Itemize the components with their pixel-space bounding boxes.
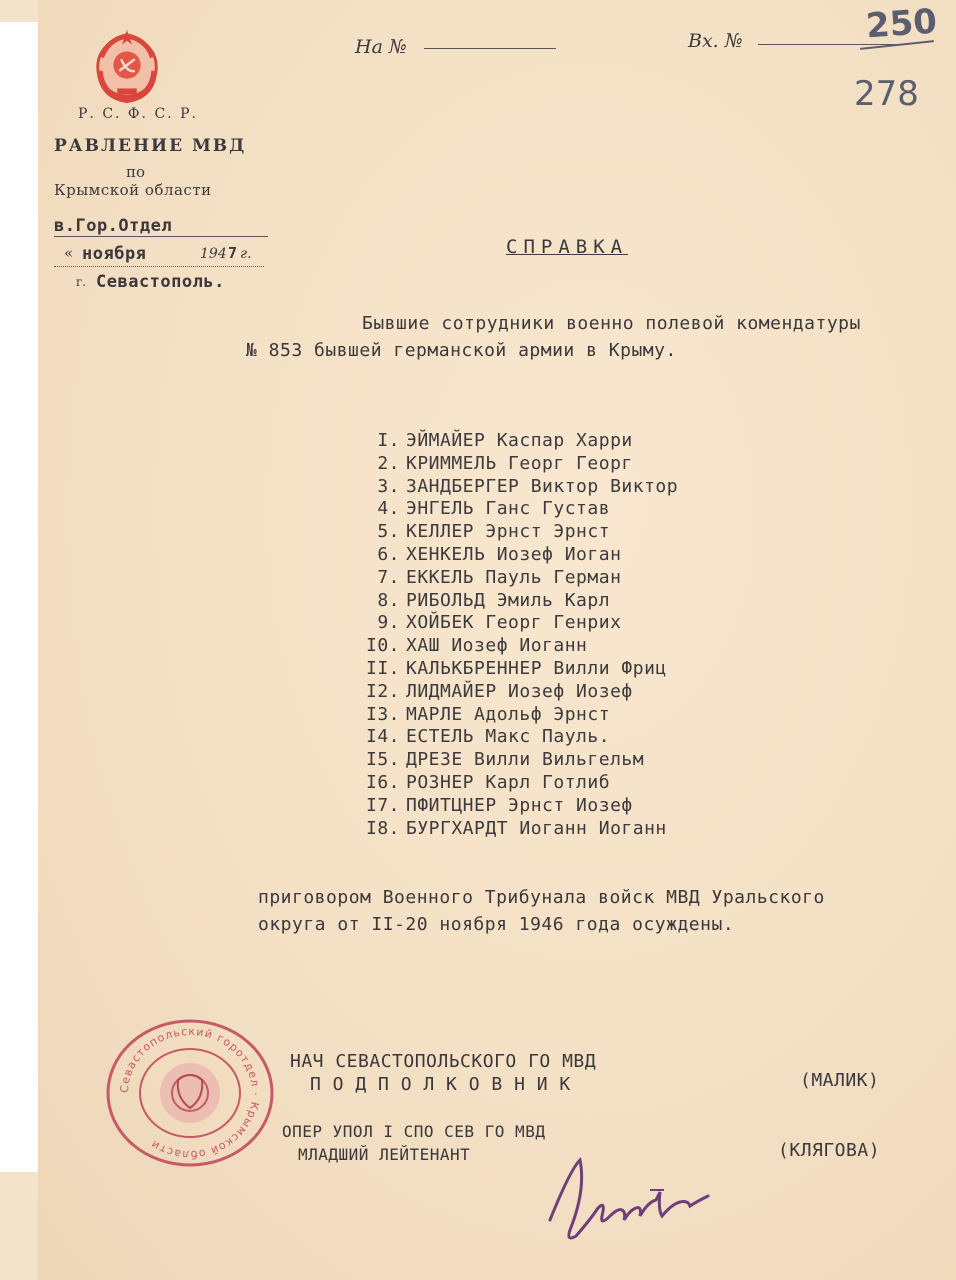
date-suffix: г. xyxy=(240,246,252,262)
document-title: СПРАВКА xyxy=(506,236,629,258)
list-item-name: ЗАНДБЕРГЕР Виктор Виктор xyxy=(406,475,679,497)
handwritten-signature-icon xyxy=(540,1150,730,1250)
list-item-number: I6. xyxy=(365,772,400,793)
verdict-line-1: приговором Военного Трибунала войск МВД Уральского xyxy=(258,887,825,908)
list-item xyxy=(356,726,610,747)
list-item-number: I4. xyxy=(365,726,400,748)
list-item xyxy=(356,795,633,816)
list-item-number: I7. xyxy=(365,794,400,816)
officer-name: (КЛЯГОВА) xyxy=(778,1140,881,1161)
department-title: РАВЛЕНИЕ МВД xyxy=(54,136,247,156)
list-item-name: ХОЙБЕК Георг Генрих xyxy=(406,612,622,634)
date-year: 194 xyxy=(200,246,227,262)
verdict-line-2: округа от II-20 ноября 1946 года осуждены. xyxy=(258,914,735,935)
list-item-name: ХЕНКЕЛЬ Иозеф Иоган xyxy=(406,544,622,565)
list-item-number: 7. xyxy=(377,566,400,588)
list-item xyxy=(356,612,621,633)
soviet-emblem-icon xyxy=(88,28,166,106)
list-item-number: 4. xyxy=(377,498,400,520)
city-name: Севастополь. xyxy=(96,272,225,292)
list-item xyxy=(356,658,667,679)
list-item xyxy=(356,453,633,474)
list-item-number: 9. xyxy=(377,612,400,634)
list-item-number: 6. xyxy=(377,544,400,565)
list-item xyxy=(356,704,610,725)
list-item-name: ЕСТЕЛЬ Макс Пауль. xyxy=(406,726,611,748)
date-line xyxy=(54,244,264,267)
list-item-name: РИБОЛЬД Эмиль Карл xyxy=(406,589,611,611)
list-item-name: РОЗНЕР Карл Готлиб xyxy=(406,772,611,793)
handwritten-number-bottom: 278 xyxy=(854,74,919,114)
list-item-name: ЕККЕЛЬ Пауль Герман xyxy=(406,566,622,588)
city-prefix: г. xyxy=(76,275,87,289)
list-item-name: ПФИТЦНЕР Эрнст Иозеф xyxy=(406,794,633,816)
date-year-digit: 7 xyxy=(228,244,238,262)
list-item-name: БУРГХАРДТ Иоганн Иоганн xyxy=(406,817,667,839)
list-item-number: I0. xyxy=(365,635,400,657)
list-item-name: ХАШ Иозеф Иоганн xyxy=(406,635,588,657)
list-item-number: 8. xyxy=(377,589,400,611)
list-item-number: 5. xyxy=(377,521,400,543)
list-item xyxy=(356,476,678,497)
list-item-number: 3. xyxy=(377,475,400,497)
republic-label: Р. С. Ф. С. Р. xyxy=(78,106,198,122)
list-item-name: ЛИДМАЙЕР Иозеф Иозеф xyxy=(406,680,633,702)
list-item xyxy=(356,749,644,770)
department-region: Крымской области xyxy=(54,181,212,199)
intro-line-2: № 853 бывшей германской армии в Крыму. xyxy=(246,340,677,361)
list-item-number: II. xyxy=(365,658,400,679)
list-item-name: КРИММЕЛЬ Георг Георг xyxy=(406,452,633,474)
outgoing-ref-label: Вх. № xyxy=(688,30,743,52)
officer-rank: МЛАДШИЙ ЛЕЙТЕНАНТ xyxy=(298,1145,471,1164)
chief-name: (МАЛИК) xyxy=(800,1070,880,1091)
list-item xyxy=(356,635,587,656)
officer-position: ОПЕР УПОЛ I СПО СЕВ ГО МВД xyxy=(282,1122,546,1141)
list-item xyxy=(356,567,621,588)
list-item xyxy=(356,430,633,451)
department-preposition: по xyxy=(126,163,146,181)
list-item-number: I. xyxy=(377,430,400,451)
list-item-number: I5. xyxy=(365,749,400,771)
list-item-number: I2. xyxy=(365,680,400,702)
list-item-name: МАРЛЕ Адольф Эрнст xyxy=(406,703,611,725)
list-item-name: ДРЕЗЕ Вилли Вильгельм xyxy=(406,749,645,771)
list-item xyxy=(356,498,610,519)
list-item xyxy=(356,521,610,542)
list-item xyxy=(356,772,610,793)
incoming-ref-label: На № xyxy=(355,36,407,58)
list-item-name: ЭЙМАЙЕР Каспар Харри xyxy=(406,430,633,451)
handwritten-number-top: 250 xyxy=(864,1,939,47)
list-item-name: ЭНГЕЛЬ Ганс Густав xyxy=(406,498,611,520)
list-item xyxy=(356,818,667,839)
date-month: ноября xyxy=(82,244,147,264)
stamp-ring-text: Севастопольский горотдел · Крымской области xyxy=(117,1024,263,1162)
date-day: « xyxy=(64,244,74,262)
incoming-ref-line xyxy=(424,48,556,49)
official-stamp-icon xyxy=(104,1018,276,1168)
list-item-name: КЕЛЛЕР Эрнст Эрнст xyxy=(406,521,611,543)
list-item xyxy=(356,590,610,611)
chief-rank: П О Д П О Л К О В Н И К xyxy=(310,1074,571,1095)
city-department: в.Гор.Отдел xyxy=(54,216,268,237)
list-item xyxy=(356,681,633,702)
list-item-name: КАЛЬКБРЕННЕР Вилли Фриц xyxy=(406,658,667,679)
list-item xyxy=(356,544,621,565)
list-item-number: I3. xyxy=(365,703,400,725)
intro-line-1: Бывшие сотрудники военно полевой комендатуры xyxy=(362,313,861,334)
list-item-number: 2. xyxy=(377,452,400,474)
chief-position: НАЧ СЕВАСТОПОЛЬСКОГО ГО МВД xyxy=(290,1051,597,1072)
list-item-number: I8. xyxy=(365,817,400,839)
